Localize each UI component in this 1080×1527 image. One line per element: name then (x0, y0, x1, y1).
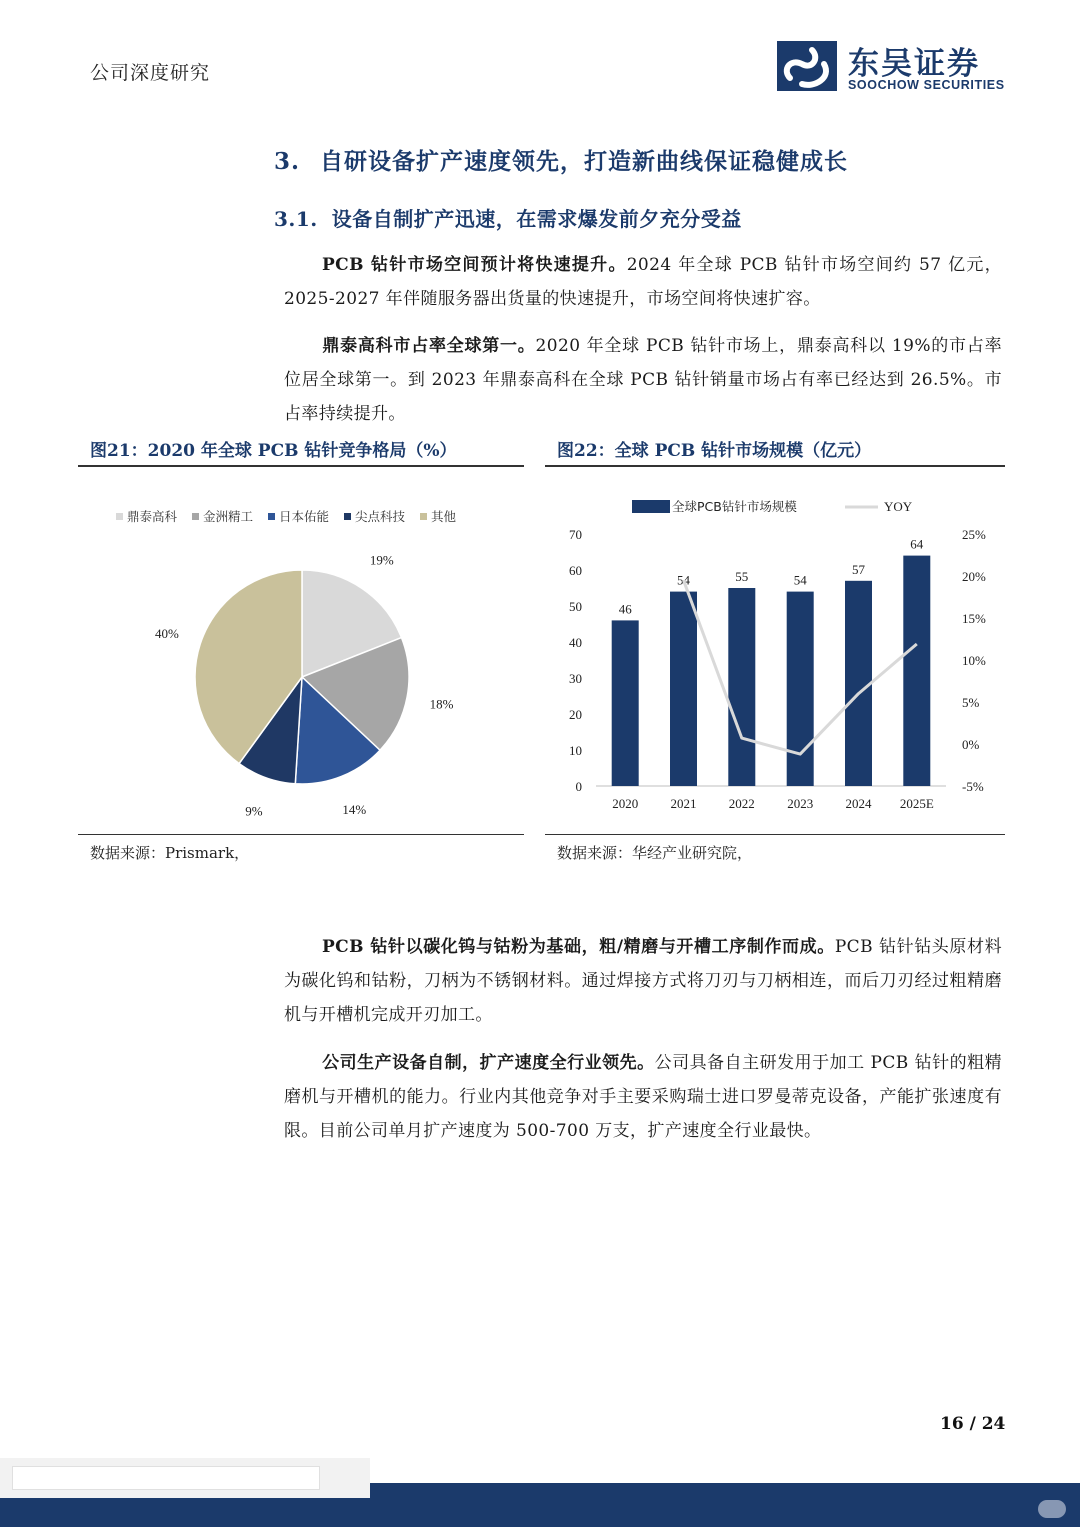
bar (903, 556, 930, 786)
figure-22-source: 数据来源：华经产业研究院， (557, 844, 753, 862)
x-axis-tick-label: 2025E (899, 796, 934, 811)
logo-english-name: SOOCHOW SECURITIES (848, 78, 1005, 92)
paragraph-market-share (284, 329, 1002, 431)
pie-legend-label: 其他 (431, 509, 457, 524)
watermark-icon (1038, 1500, 1066, 1518)
y-axis-tick-label: 60 (569, 563, 582, 578)
figure-21-title: 图21：2020 年全球 PCB 钻针竞争格局（%） (90, 441, 457, 461)
figure-22-bottom-rule (545, 834, 1005, 835)
pie-legend (116, 507, 467, 525)
paragraph-lead: PCB 钻针以碳化钨与钴粉为基础，粗/精磨与开槽工序制作而成。 (322, 937, 835, 957)
pie-chart (90, 540, 510, 820)
pie-data-label: 14% (342, 802, 367, 817)
pie-legend-swatch (116, 513, 123, 520)
y2-axis-tick-label: 0% (962, 737, 980, 752)
soochow-logo (776, 40, 1006, 96)
y-axis-tick-label: 40 (569, 635, 582, 650)
y2-axis-tick-label: 10% (962, 653, 986, 668)
paragraph-text: 2024 年全球 PCB 钻针市场空间约 57 亿元，2025-2027 年伴随服务器出货量的快速提升，市场空间将快速扩容。 (284, 255, 1002, 309)
paragraph-text: 2020 年全球 PCB 钻针市场上，鼎泰高科以 19%的市占率位居全球第一。到 2023 年鼎泰高科在全球 PCB 钻针销量市场占有率已经达到 26.5%。市占率持续提升。 (284, 336, 1002, 424)
pie-legend-swatch (344, 513, 351, 520)
pie-legend-label: 金洲精工 (203, 509, 254, 524)
bar-value-label: 54 (677, 572, 690, 588)
bar (845, 581, 872, 786)
subsection-title: 设备自制扩产迅速，在需求爆发前夕充分受益 (331, 207, 742, 231)
y-axis-tick-label: 50 (569, 599, 582, 614)
pie-data-label: 9% (245, 803, 263, 819)
bar-value-label: 54 (793, 572, 807, 588)
y-axis-tick-label: 30 (569, 671, 582, 686)
subsection-number: 3.1. (274, 207, 318, 231)
pie-legend-item (268, 507, 329, 525)
paragraph-lead: PCB 钻针市场空间预计将快速提升。 (322, 255, 627, 275)
y-axis-tick-label: 70 (569, 527, 582, 542)
pie-legend-item (344, 507, 405, 525)
y2-axis-tick-label: -5% (962, 779, 984, 794)
footer-panel-inner (12, 1466, 320, 1490)
bar-value-label: 64 (910, 536, 924, 552)
x-axis-tick-label: 2023 (787, 796, 814, 811)
bar-value-label: 57 (852, 561, 865, 577)
pie-legend-label: 尖点科技 (355, 509, 406, 524)
y2-axis-tick-label: 5% (962, 695, 980, 710)
bar (612, 620, 639, 786)
figure-21-bottom-rule (78, 834, 524, 835)
paragraph-market-space (284, 248, 1002, 316)
section-number: 3. (274, 148, 301, 175)
y2-axis-tick-label: 20% (962, 569, 986, 584)
bar-line-chart (548, 490, 1004, 820)
pie-legend-swatch (268, 513, 275, 520)
pie-legend-item (116, 507, 177, 525)
figure-21-top-rule (78, 465, 524, 467)
pie-data-label: 19% (369, 552, 394, 568)
y-axis-tick-label: 0 (575, 779, 582, 794)
x-axis-tick-label: 2022 (728, 796, 755, 811)
y-axis-tick-label: 10 (569, 743, 582, 758)
paragraph-lead: 鼎泰高科市占率全球第一。 (322, 336, 536, 356)
soochow-logo-mark-icon (776, 40, 838, 92)
section-heading (274, 143, 848, 176)
bar (728, 588, 755, 786)
figure-21-source: 数据来源：Prismark， (90, 844, 250, 862)
pie-legend-item (192, 507, 253, 525)
bar-value-label: 46 (618, 601, 632, 617)
legend-label-bar: 全球PCB钻针市场规模 (672, 499, 797, 514)
subsection-heading (274, 203, 742, 232)
bar-value-label: 55 (735, 569, 749, 584)
y2-axis-tick-label: 15% (962, 611, 986, 626)
paragraph-text: 公司具备自主研发用于加工 PCB 钻针的粗精磨机与开槽机的能力。行业内其他竞争对手主要采购瑞士进口罗曼蒂克设备，产能扩张速度有限。目前公司单月扩产速度为 500-700 万支，扩产速度全行业最快。 (284, 1053, 1002, 1141)
header-label: 公司深度研究 (90, 62, 211, 84)
pie-legend-label: 鼎泰高科 (127, 509, 178, 524)
figure-22-title: 图22：全球 PCB 钻针市场规模（亿元） (557, 441, 872, 461)
logo-chinese-name: 东吴证券 (848, 46, 980, 82)
pie-data-label: 18% (429, 696, 454, 712)
x-axis-tick-label: 2021 (670, 796, 697, 811)
pie-legend-label: 日本佑能 (279, 509, 330, 524)
x-axis-tick-label: 2024 (845, 796, 872, 811)
y2-axis-tick-label: 25% (962, 527, 986, 542)
y-axis-tick-label: 20 (569, 707, 582, 722)
paragraph-lead: 公司生产设备自制，扩产速度全行业领先。 (322, 1053, 655, 1073)
paragraph-equipment (284, 1046, 1002, 1148)
bar (670, 592, 697, 786)
figure-22-top-rule (545, 465, 1005, 467)
section-title: 自研设备扩产速度领先，打造新曲线保证稳健成长 (320, 148, 849, 175)
legend-label-line: YOY (884, 499, 913, 514)
paragraph-text: PCB 钻针钻头原材料为碳化钨和钴粉，刀柄为不锈钢材料。通过焊接方式将刀刃与刀柄相连，而后刀刃经过粗精磨机与开槽机完成开刃加工。 (284, 937, 1002, 1025)
page-number: 16 / 24 (940, 1414, 1006, 1434)
bar (787, 592, 814, 786)
pie-legend-swatch (420, 513, 427, 520)
paragraph-drill-materials (284, 930, 1002, 1032)
pie-data-label: 40% (154, 626, 179, 642)
pie-legend-item (420, 507, 456, 525)
x-axis-tick-label: 2020 (612, 796, 639, 811)
legend-swatch-bar (632, 500, 670, 513)
pie-legend-swatch (192, 513, 199, 520)
